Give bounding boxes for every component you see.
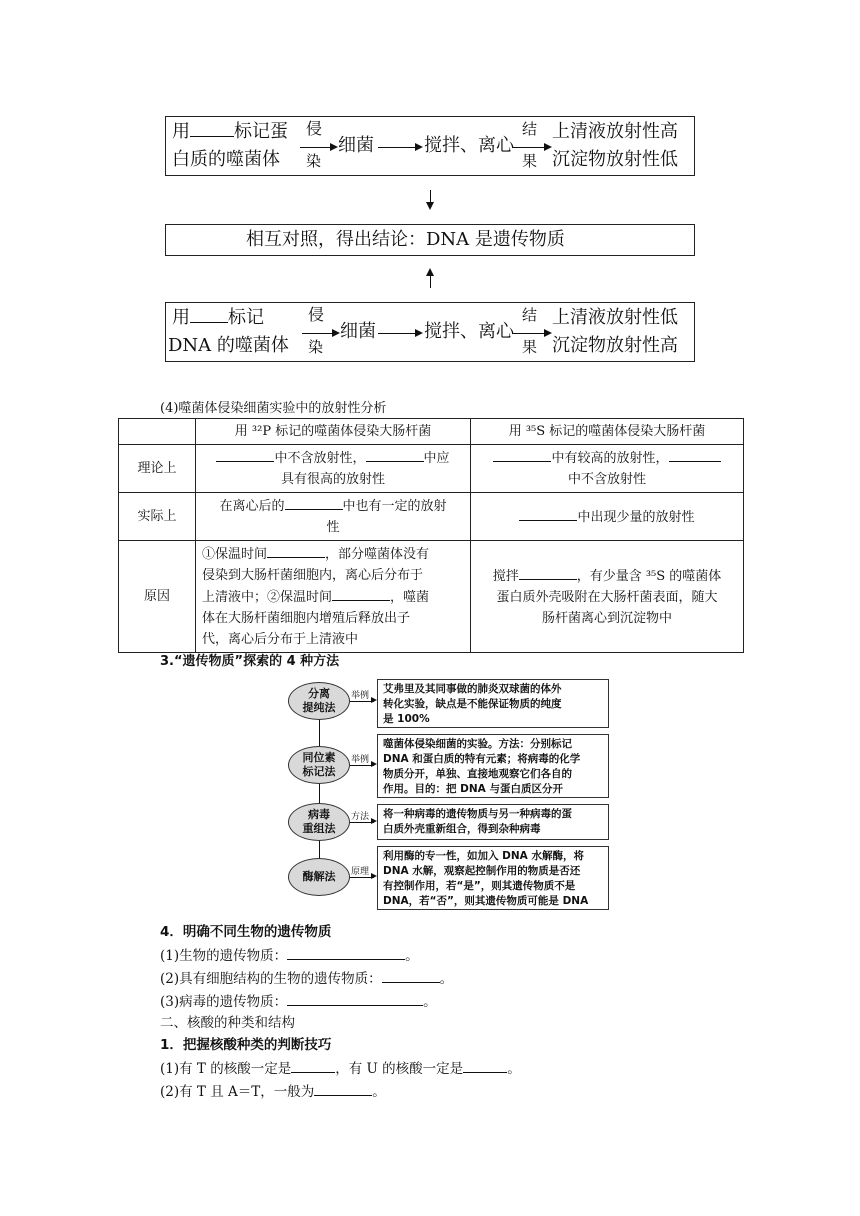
question-text: ，有 U 的核酸一定是: [335, 1061, 464, 1077]
flow2-arrow2: [378, 333, 418, 334]
section-two-sub1: 1．把握核酸种类的判断技巧: [160, 1037, 332, 1053]
question-end: 。: [372, 1084, 386, 1100]
flow1-arrow3-head: [544, 143, 552, 151]
oval-line: 同位素: [302, 751, 336, 764]
cell-text: 中也有一定的放射: [342, 499, 447, 514]
flow1-infect-bottom: 染: [306, 152, 322, 170]
desc-line: DNA 水解，观察起控制作用的物质是否还: [383, 865, 581, 877]
blank: [493, 447, 551, 462]
flow2-res1: 上清液放射性低: [552, 307, 678, 328]
flow2-result-top: 结: [522, 306, 538, 324]
method-oval-isotope: [288, 746, 350, 784]
desc-line: 物质分开，单独、直接地观察它们各自的: [383, 768, 572, 780]
section4-title: (4)噬菌体侵染细菌实验中的放射性分析: [160, 401, 387, 416]
flow1-line1-post: 标记蛋: [234, 121, 288, 142]
cell-text: 体在大肠杆菌细胞内增殖后释放出子: [202, 611, 411, 626]
flow1-infect-top: 侵: [306, 119, 323, 138]
flow2-line2: DNA 的噬菌体: [168, 335, 289, 356]
row-label-theory: 理论上: [119, 445, 196, 493]
desc-line: 有控制作用，若“是”，则其遗传物质不是: [383, 880, 576, 892]
cell-text: 侵染到大肠杆菌细胞内，离心后分布于: [202, 568, 424, 583]
oval-line: 重组法: [302, 822, 336, 835]
flow1-bacteria: 细菌: [338, 135, 374, 156]
question-text: (3)病毒的遗传物质：: [160, 994, 288, 1010]
arrow-up-line: [430, 274, 431, 288]
question-end: 。: [405, 948, 419, 964]
section4b-title: 4．明确不同生物的遗传物质: [160, 924, 332, 940]
blank: [669, 447, 721, 462]
section4b-q3: [160, 991, 437, 1012]
method2-tag: 举例: [351, 755, 370, 765]
cell-text: 上清液中；②保温时间: [202, 590, 333, 605]
flow1-arrow2-head: [415, 143, 423, 151]
radioactivity-table: [118, 418, 744, 653]
cell-text: 代，离心后分布于上清液中: [202, 632, 359, 647]
flow-box-protein: [165, 116, 695, 176]
flow2-line1-pre: 用: [172, 307, 190, 328]
flow1-res1: 上清液放射性高: [552, 121, 678, 142]
desc-line: 艾弗里及其同事做的肺炎双球菌的体外: [383, 683, 562, 695]
cell-text: 中不含放射性: [567, 472, 646, 487]
question-end: 。: [507, 1061, 521, 1077]
cell-text: ①保温时间: [202, 547, 268, 562]
answer-blank: [291, 1058, 335, 1073]
row-label-actual: 实际上: [119, 493, 196, 541]
flow2-line1-post: 标记: [228, 307, 264, 328]
cell-text: 在离心后的: [219, 499, 285, 514]
oval-line: 病毒: [308, 808, 330, 821]
answer-blank: [382, 968, 440, 983]
flow1-result-bottom: 果: [522, 152, 538, 170]
flow2-result-bottom: 果: [522, 338, 538, 356]
cell-actual-32p: [196, 493, 471, 541]
conclusion-box: [165, 224, 695, 256]
method3-desc: [377, 804, 609, 840]
method4-desc: [377, 846, 609, 910]
cell-theory-32p: [196, 445, 471, 493]
method4-tag: 原理: [351, 867, 370, 877]
method2-desc: [377, 734, 609, 798]
conclusion-text: 相互对照，得出结论：DNA 是遗传物质: [246, 229, 565, 250]
blank: [519, 565, 577, 580]
table-col1-header: 用 ³²P 标记的噬菌体侵染大肠杆菌: [196, 419, 471, 445]
cell-text: ，噬菌: [390, 590, 430, 605]
flow2-arrow3-head: [544, 329, 552, 337]
cell-text: ，有少量含 ³⁵S 的噬菌体: [576, 568, 722, 584]
flow2-infect-bottom: 染: [308, 338, 324, 356]
cell-text: 具有很高的放射性: [280, 472, 385, 487]
blank: [332, 586, 390, 601]
oval-line: 分离: [308, 687, 330, 700]
methods-connector: [319, 700, 320, 870]
flow2-res2: 沉淀物放射性高: [552, 335, 678, 356]
cell-text: 搅拌: [492, 568, 519, 584]
oval-line: 提纯法: [302, 701, 336, 714]
section4b-q1: [160, 945, 419, 966]
methods-title: 3.“遗传物质”探索的 4 种方法: [160, 654, 340, 669]
cell-text: 中有较高的放射性，: [551, 451, 669, 466]
method-oval-enzyme: [288, 858, 350, 896]
desc-line: 转化实验，缺点是不能保证物质的纯度: [383, 698, 562, 710]
method-oval-separation: [288, 682, 350, 720]
desc-line: DNA 和蛋白质的特有元素；将病毒的化学: [383, 753, 581, 765]
blank: [366, 447, 424, 462]
question-text: (1)有 T 的核酸一定是: [160, 1061, 292, 1077]
flow2-stir: 搅拌、离心: [424, 321, 514, 342]
question-text: (2)具有细胞结构的生物的遗传物质：: [160, 971, 382, 987]
section4b-q2: [160, 968, 453, 989]
desc-line: 将一种病毒的遗传物质与另一种病毒的蛋: [383, 808, 572, 820]
flow2-blank: [190, 306, 228, 323]
blank: [519, 506, 577, 521]
flow2-arrow3: [512, 333, 546, 334]
flow1-arrow2: [378, 147, 418, 148]
flow1-arrow1-head: [330, 143, 338, 151]
flow1-stir: 搅拌、离心: [424, 135, 514, 156]
table-col2-header: 用 ³⁵S 标记的噬菌体侵染大肠杆菌: [471, 419, 744, 445]
arrow-down-head: [426, 202, 434, 210]
flow2-arrow1-head: [332, 329, 340, 337]
blank: [216, 447, 274, 462]
flow1-res2: 沉淀物放射性低: [552, 149, 678, 170]
question-end: 。: [439, 971, 454, 987]
flow1-line1-pre: 用: [172, 121, 190, 142]
desc-line: 白质外壳重新组合，得到杂种病毒: [383, 823, 541, 835]
oval-line: 酶解法: [302, 870, 336, 883]
cell-actual-35s: [471, 493, 744, 541]
answer-blank: [287, 945, 405, 960]
flow1-blank: [190, 120, 234, 137]
section-two-q1: [160, 1058, 521, 1079]
question-text: (1)生物的遗传物质：: [160, 948, 288, 964]
table-row-reason: [119, 541, 744, 653]
flow2-bacteria: 细菌: [340, 321, 376, 342]
flow1-arrow1: [300, 147, 332, 148]
cell-text: 中出现少量的放射性: [577, 509, 695, 525]
cell-text: 蛋白质外壳吸附在大肠杆菌表面，随大: [496, 589, 718, 605]
blank: [285, 495, 343, 510]
cell-text: 中应: [423, 451, 450, 466]
table-header-row: [119, 419, 744, 445]
cell-text: 肠杆菌离心到沉淀物中: [541, 610, 672, 626]
cell-text: 中不含放射性，: [274, 451, 366, 466]
flow-box-dna: [165, 302, 695, 362]
flow1-result-top: 结: [522, 120, 538, 138]
desc-line: 噬菌体侵染细菌的实验。方法：分别标记: [383, 738, 572, 750]
section-two-q2: [160, 1081, 386, 1102]
flow2-arrow1: [302, 333, 334, 334]
flow1-line2: 白质的噬菌体: [172, 149, 280, 170]
cell-text: ，部分噬菌体没有: [325, 547, 430, 562]
cell-theory-35s: [471, 445, 744, 493]
method3-tag: 方法: [351, 812, 370, 822]
desc-line: 利用酶的专一性，如加入 DNA 水解酶，将: [383, 850, 584, 862]
method1-tag: 举例: [351, 691, 370, 701]
answer-blank: [463, 1058, 507, 1073]
answer-blank: [287, 991, 423, 1006]
question-end: 。: [423, 994, 437, 1010]
row-label-reason: 原因: [119, 541, 196, 653]
flow2-arrow2-head: [415, 329, 423, 337]
table-row-theory: [119, 445, 744, 493]
method-oval-virus-recombination: [288, 803, 350, 841]
desc-line: DNA，若“否”，则其遗传物质可能是 DNA: [383, 895, 589, 907]
method1-desc: [377, 679, 609, 728]
question-text: (2)有 T 且 A＝T，一般为: [160, 1084, 315, 1100]
answer-blank: [314, 1081, 372, 1096]
cell-reason-35s: [471, 541, 744, 653]
desc-line: 作用。目的：把 DNA 与蛋白质区分开: [383, 783, 563, 795]
flow2-infect-top: 侵: [308, 305, 325, 324]
oval-line: 标记法: [302, 765, 336, 778]
table-row-actual: [119, 493, 744, 541]
section-two-heading: 二、核酸的种类和结构: [160, 1015, 295, 1031]
cell-text: 性: [326, 520, 340, 535]
flow1-arrow3: [512, 147, 546, 148]
table-corner-cell: [119, 419, 196, 445]
desc-line: 是 100%: [383, 713, 430, 725]
blank: [267, 543, 325, 558]
cell-reason-32p: [196, 541, 471, 653]
